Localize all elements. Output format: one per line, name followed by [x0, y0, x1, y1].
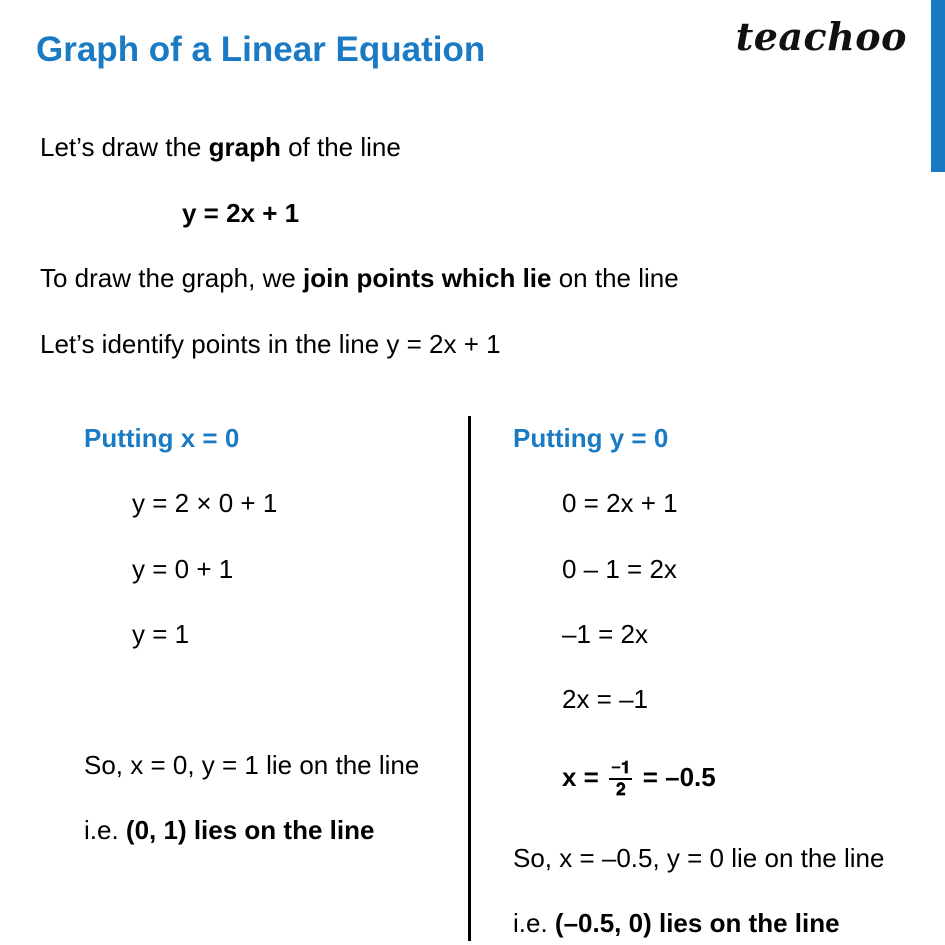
- right-step-3: –1 = 2x: [562, 619, 649, 649]
- right-step-1: 0 = 2x + 1: [562, 488, 678, 518]
- right-step-4: 2x = –1: [562, 684, 649, 714]
- teachoo-logo: teachoo: [735, 14, 907, 59]
- intro-bold-join: join points which lie: [303, 263, 552, 293]
- left-conclusion: So, x = 0, y = 1 lie on the line: [84, 750, 420, 780]
- page-title: Graph of a Linear Equation: [36, 30, 486, 69]
- main-equation: y = 2x + 1: [182, 198, 300, 228]
- right-conclusion: So, x = –0.5, y = 0 lie on the line: [513, 843, 885, 873]
- intro-line-1: Let’s draw the graph of the line: [40, 132, 401, 162]
- right-result: i.e. (–0.5, 0) lies on the line: [513, 908, 840, 938]
- fraction: [609, 758, 632, 800]
- left-result: i.e. (0, 1) lies on the line: [84, 815, 375, 845]
- fraction-denominator: 𝟐: [616, 780, 626, 799]
- right-step-2: 0 – 1 = 2x: [562, 554, 677, 584]
- fraction-numerator: −𝟏: [609, 758, 632, 780]
- left-heading: Putting x = 0: [84, 423, 240, 453]
- left-result-bold: (0, 1) lies on the line: [125, 815, 375, 845]
- left-step-3: y = 1: [132, 619, 190, 649]
- intro-line-4: Let’s identify points in the line y = 2x + 1: [40, 329, 501, 359]
- intro-bold-graph: graph: [208, 132, 281, 162]
- right-heading: Putting y = 0: [513, 423, 669, 453]
- column-divider: [468, 416, 471, 941]
- right-x-value: x = $\frac{-𝟏}{𝟐}$ = –0.5: [562, 758, 716, 799]
- scrollbar-thumb[interactable]: [931, 0, 945, 172]
- left-step-2: y = 0 + 1: [132, 554, 234, 584]
- left-step-1: y = 2 × 0 + 1: [132, 488, 278, 518]
- right-result-bold: (–0.5, 0) lies on the line: [554, 908, 840, 938]
- intro-line-3: To draw the graph, we join points which lie on the line: [40, 263, 679, 293]
